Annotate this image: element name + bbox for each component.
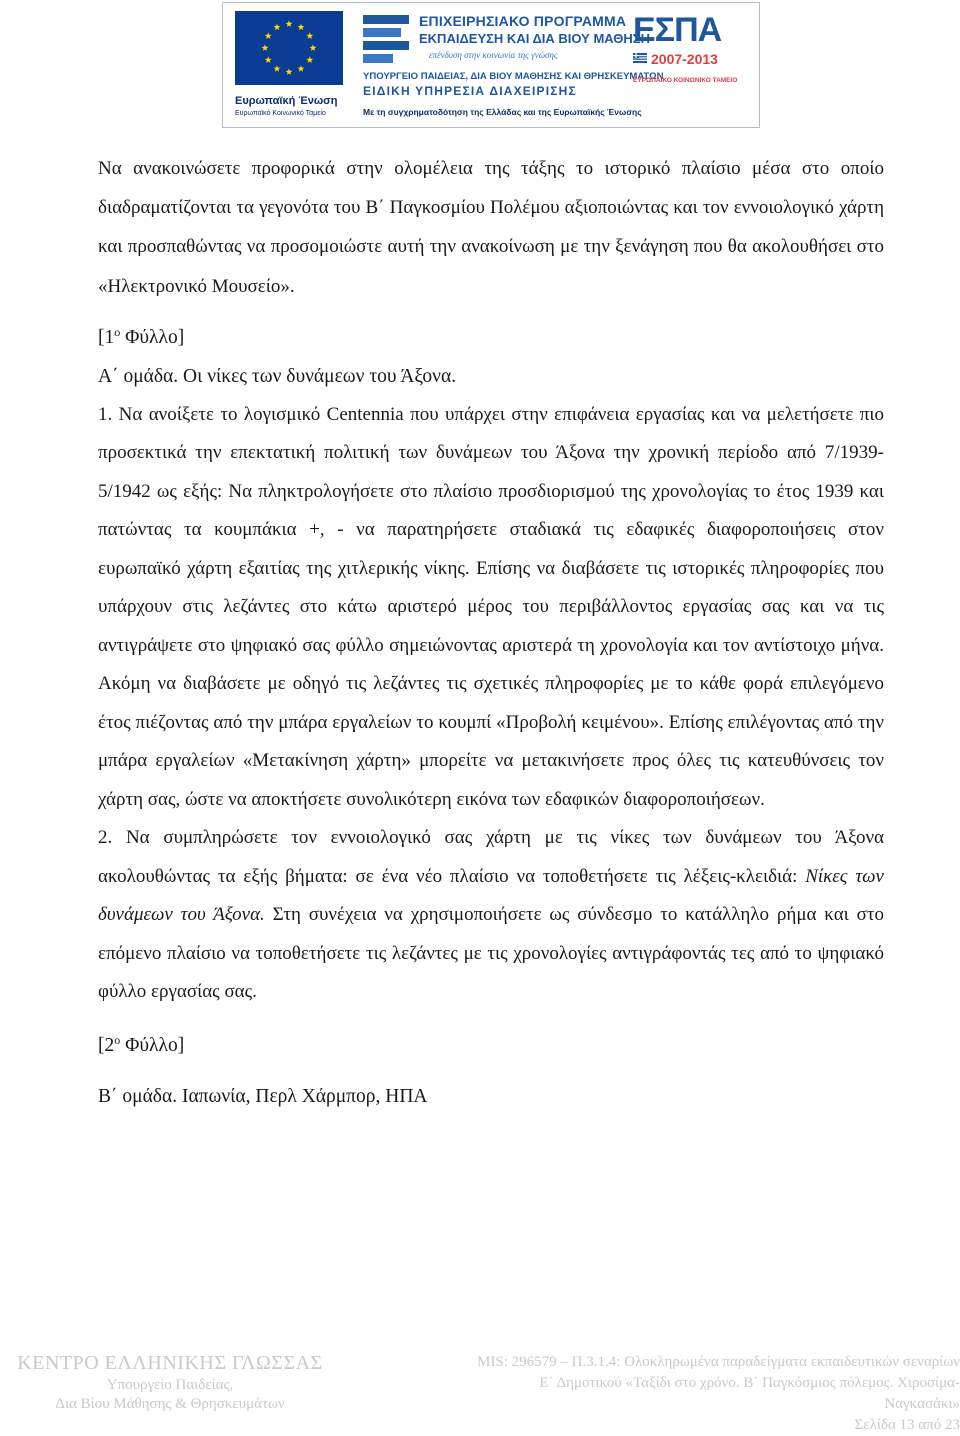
header-banner xyxy=(222,2,760,128)
eu-sublabel: Ευρωπαϊκό Κοινωνικό Ταμείο xyxy=(235,110,326,117)
cofunding-note: Με τη συγχρηματοδότηση της Ελλάδας και της Ευρωπαϊκής Ένωσης xyxy=(363,107,642,117)
intro-paragraph: Να ανακοινώσετε προφορικά στην ολομέλεια της τάξης το ιστορικό πλαίσιο μέσα στο οποίο διαδραματίζονται τα γεγονότα του Β΄ Παγκοσμίου Πολέμου αξιοποιώντας και τον εννοιολογικό χάρτη και προσπαθώντας να προσομοιώστε αυτή την ανακοίνωση με την ξενάγηση που θα ακολουθήσει στο «Ηλεκτρονικό Μουσείο». xyxy=(98,158,884,297)
eu-flag-icon xyxy=(235,11,343,85)
eu-logo xyxy=(235,11,343,119)
espa-logo xyxy=(633,11,753,91)
keyword-phrase: Νίκες των δυνάμεων του Άξονα. xyxy=(98,865,884,926)
footer-organization: ΚΕΝΤΡΟ ΕΛΛΗΝΙΚΗΣ ΓΛΩΣΣΑΣ xyxy=(17,1352,323,1374)
greek-flag-icon xyxy=(633,53,647,63)
sheet-label-2: [$2^o$ Φύλλο] xyxy=(98,1032,185,1056)
footer-ministry-line-1: Υπουργείο Παιδείας, xyxy=(106,1377,234,1393)
group-b-title: Β΄ ομάδα. Ιαπωνία, Περλ Χάρμπορ, ΗΠΑ xyxy=(98,1085,428,1107)
group-a-title: Α΄ ομάδα. Οι νίκες των δυνάμεων του Άξονα. xyxy=(98,365,457,387)
page-footer xyxy=(0,1346,960,1433)
programme-mark-icon xyxy=(361,11,411,65)
document-body xyxy=(98,149,884,1116)
programme-service: ΕΙΔΙΚΗ ΥΠΗΡΕΣΙΑ ΔΙΑΧΕΙΡΙΣΗΣ xyxy=(363,84,577,98)
footer-project-line-3: Ναγκασάκι» xyxy=(884,1396,960,1412)
footer-project-line-2: Ε΄ Δημοτικού «Ταξίδι στο χρόνο. Β΄ Παγκόσμιος πόλεμος. Χιροσίμα- xyxy=(539,1375,960,1391)
espa-fund: ΕΥΡΩΠΑΪΚΟ ΚΟΙΝΩΝΙΚΟ ΤΑΜΕΙΟ xyxy=(633,77,738,84)
programme-title: ΕΠΙΧΕΙΡΗΣΙΑΚΟ ΠΡΟΓΡΑΜΜΑ xyxy=(419,13,627,29)
step-1-paragraph: 1. Να ανοίξετε το λογισμικό Centennia που υπάρχει στην επιφάνεια εργασίας και να μελετήσετε πιο προσεκτικά την επεκτατική πολιτική των δυνάμεων του Άξονα την χρονική περίοδο από 7/1939-5/1942 ως εξής: Να πληκτρολογήσετε στο πλαίσιο προσδιορισμού της χρονολογίας το έτος 1939 και πατώντας τα κουμπάκια +, - να παρατηρήσετε σταδιακά τις εδαφικές διαφοροποιήσεις στον ευρωπαϊκό χάρτη εξαιτίας της χιτλερικής νίκης. Επίσης να διαβάσετε τις ιστορικές πληροφορίες που υπάρχουν στις λεζάντες στο κάτω αριστερό μέρος του περιβάλλοντος εργασίας σας και να τις αντιγράψετε στο ψηφιακό σας φύλλο σημειώνοντας αριστερά τη χρονολογία και τον αντίστοιχο μήνα. Ακόμη να διαβάσετε με οδηγό τις λεζάντες τις σχετικές πληροφορίες με το κάθε φορά επιλεγόμενο έτος πιέζοντας από την μπάρα εργαλείων το κουμπί «Προβολή κειμένου». Επίσης επιλέγοντας από την μπάρα εργαλείων «Μετακίνηση χάρτη» μπορείτε να μετακινήσετε προς όλες τις κατευθύνσεις τον χάρτη σας, ώστε να αποκτήσετε συνολικότερη εικόνα των εδαφικών διαφοροποιήσεων. xyxy=(98,403,884,810)
espa-word: ΕΣΠΑ xyxy=(633,11,722,49)
step-2-paragraph: 2. Να συμπληρώσετε τον εννοιολογικό σας χάρτη με τις νίκες των δυνάμεων του Άξονα ακολουθώντας τα εξής βήματα: σε ένα νέο πλαίσιο να τοποθετήσετε τις λέξεις-κλειδιά: Νίκες των δυνάμεων του Άξονα. Στη συνέχεια να χρησιμοποιήσετε ως σύνδεσμο το κατάλληλο ρήμα και στο επόμενο πλαίσιο να τοποθετήσετε τις λεζάντες με τις χρονολογίες αντιγράφοντάς τες από το ψηφιακό φύλλο εργασίας σας. xyxy=(98,827,884,1003)
espa-years: 2007-2013 xyxy=(651,51,718,67)
footer-project-line-1: MIS: 296579 – Π.3.1.4: Ολοκληρωμένα παραδείγματα εκπαιδευτικών σεναρίων xyxy=(477,1354,960,1370)
sheet-label-1: [$1^o$ Φύλλο] xyxy=(98,324,185,348)
programme-subtitle: ΕΚΠΑΙΔΕΥΣΗ ΚΑΙ ΔΙΑ ΒΙΟΥ ΜΑΘΗΣΗ xyxy=(419,31,650,46)
footer-ministry-line-2: Δια Βίου Μάθησης & Θρησκευμάτων xyxy=(55,1396,285,1412)
programme-ministry: ΥΠΟΥΡΓΕΙΟ ΠΑΙΔΕΙΑΣ, ΔΙΑ ΒΙΟΥ ΜΑΘΗΣΗΣ ΚΑΙ ΘΡΗΣΚΕΥΜΑΤΩΝ xyxy=(363,71,664,82)
eu-label: Ευρωπαϊκή Ένωση xyxy=(235,95,338,107)
programme-slogan: επένδυση στην κοινωνία της γνώσης xyxy=(429,50,558,60)
footer-project-info xyxy=(380,1352,960,1436)
footer-page-number: Σελίδα 13 από 23 xyxy=(854,1417,960,1433)
